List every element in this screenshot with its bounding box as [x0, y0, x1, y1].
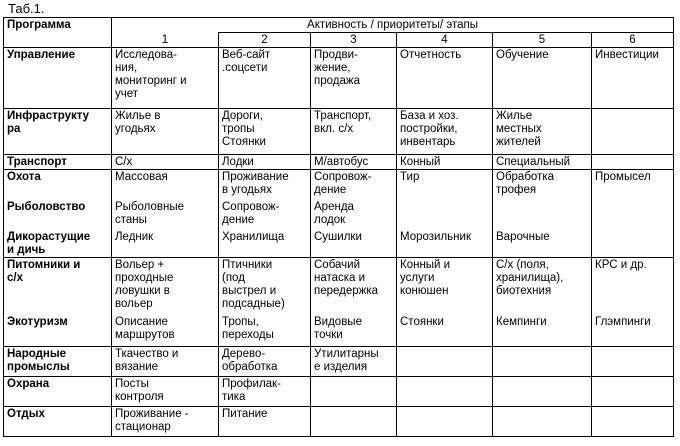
row-cell-stage-3	[311, 406, 397, 436]
row-cell-stage-3: Сопровож- дение	[311, 170, 397, 200]
row-cell-stage-1: Ледник	[112, 230, 219, 258]
row-cell-stage-5: Жилье местных жителей	[493, 109, 592, 155]
row-cell-stage-6	[592, 406, 674, 436]
row-program-name: Экотуризм	[4, 315, 112, 346]
row-cell-stage-1: Вольер + проходные ловушки в вольер	[112, 257, 219, 315]
row-cell-stage-6	[592, 155, 674, 170]
row-cell-stage-4	[397, 346, 493, 376]
row-cell-stage-1: Жилье в угодьях	[112, 109, 219, 155]
row-cell-stage-3: Продви- жение, продажа	[311, 48, 397, 109]
row-program-name: Питомники и с/х	[4, 257, 112, 315]
row-cell-stage-5: Варочные	[493, 230, 592, 258]
header-stage-6: 6	[592, 33, 674, 48]
activity-table	[3, 17, 674, 437]
header-activity: Активность / приоритеты/ этапы	[112, 18, 674, 33]
row-cell-stage-3: Транспорт, вкл. с/х	[311, 109, 397, 155]
row-cell-stage-6: Инвестиции	[592, 48, 674, 109]
table-row	[4, 406, 674, 436]
table-row	[4, 230, 674, 258]
row-cell-stage-3: Аренда лодок	[311, 200, 397, 230]
row-program-name: Рыболовство	[4, 200, 112, 230]
row-cell-stage-5	[493, 376, 592, 406]
row-cell-stage-6: Глэмпинги	[592, 315, 674, 346]
table-row	[4, 346, 674, 376]
table-row	[4, 170, 674, 200]
table-row	[4, 257, 674, 315]
row-cell-stage-4	[397, 376, 493, 406]
row-cell-stage-6	[592, 109, 674, 155]
row-cell-stage-5: Обработка трофея	[493, 170, 592, 200]
row-program-name: Народные промыслы	[4, 346, 112, 376]
row-cell-stage-4	[397, 406, 493, 436]
row-cell-stage-3: Видовые точки	[311, 315, 397, 346]
row-cell-stage-2: Лодки	[219, 155, 311, 170]
row-cell-stage-2: Профилак- тика	[219, 376, 311, 406]
row-cell-stage-3: Собачий натаска и передержка	[311, 257, 397, 315]
row-cell-stage-3: Сушилки	[311, 230, 397, 258]
row-cell-stage-4: Отчетность	[397, 48, 493, 109]
header-stage-4: 4	[397, 33, 493, 48]
row-cell-stage-5	[493, 406, 592, 436]
row-cell-stage-1: Описание маршрутов	[112, 315, 219, 346]
row-cell-stage-2: Сопровож- дение	[219, 200, 311, 230]
row-cell-stage-3: М/автобус	[311, 155, 397, 170]
header-stage-3: 3	[311, 33, 397, 48]
row-cell-stage-2: Тропы, переходы	[219, 315, 311, 346]
row-cell-stage-5: Специальный	[493, 155, 592, 170]
row-program-name: Охрана	[4, 376, 112, 406]
header-stage-1: 1	[112, 33, 219, 48]
row-cell-stage-1: Проживание - стационар	[112, 406, 219, 436]
row-program-name: Дикорастущие и дичь	[4, 230, 112, 258]
row-cell-stage-6	[592, 376, 674, 406]
row-cell-stage-1: Массовая	[112, 170, 219, 200]
row-cell-stage-5: С/х (поля, хранилища), биотехния	[493, 257, 592, 315]
row-program-name: Инфраструкту ра	[4, 109, 112, 155]
table-row	[4, 200, 674, 230]
row-cell-stage-1: Исследова- ния, мониторинг и учет	[112, 48, 219, 109]
table-row	[4, 155, 674, 170]
row-cell-stage-4: Конный	[397, 155, 493, 170]
header-stage-5: 5	[493, 33, 592, 48]
row-cell-stage-1: Рыболовные станы	[112, 200, 219, 230]
row-cell-stage-3	[311, 376, 397, 406]
row-cell-stage-6	[592, 200, 674, 230]
table-row	[4, 109, 674, 155]
row-cell-stage-1: С/х	[112, 155, 219, 170]
row-cell-stage-5	[493, 200, 592, 230]
row-program-name: Транспорт	[4, 155, 112, 170]
row-cell-stage-6: КРС и др.	[592, 257, 674, 315]
table-row	[4, 48, 674, 109]
table-body	[4, 48, 674, 437]
row-cell-stage-4: Морозильник	[397, 230, 493, 258]
table-row	[4, 315, 674, 346]
row-cell-stage-6	[592, 346, 674, 376]
row-cell-stage-2: Дороги, тропы Стоянки	[219, 109, 311, 155]
row-cell-stage-2: Проживание в угодьях	[219, 170, 311, 200]
row-cell-stage-2: Дерево- обработка	[219, 346, 311, 376]
row-cell-stage-2: Питание	[219, 406, 311, 436]
row-cell-stage-4: Тир	[397, 170, 493, 200]
row-cell-stage-4: База и хоз. постройки, инвентарь	[397, 109, 493, 155]
row-cell-stage-4: Конный и услуги конюшен	[397, 257, 493, 315]
row-cell-stage-6: Промысел	[592, 170, 674, 200]
header-program: Программа	[4, 18, 112, 48]
table-caption: Таб.1.	[8, 1, 45, 16]
row-cell-stage-4: Стоянки	[397, 315, 493, 346]
header-stage-2: 2	[219, 33, 311, 48]
row-cell-stage-4	[397, 200, 493, 230]
row-cell-stage-3: Утилитарны е изделия	[311, 346, 397, 376]
row-cell-stage-2: Хранилища	[219, 230, 311, 258]
row-cell-stage-5: Обучение	[493, 48, 592, 109]
row-program-name: Управление	[4, 48, 112, 109]
row-cell-stage-2: Птичники (под выстрел и подсадные)	[219, 257, 311, 315]
row-cell-stage-5: Кемпинги	[493, 315, 592, 346]
table-row	[4, 376, 674, 406]
row-program-name: Охота	[4, 170, 112, 200]
row-cell-stage-1: Ткачество и вязание	[112, 346, 219, 376]
row-program-name: Отдых	[4, 406, 112, 436]
row-cell-stage-1: Посты контроля	[112, 376, 219, 406]
row-cell-stage-5	[493, 346, 592, 376]
row-cell-stage-6	[592, 230, 674, 258]
row-cell-stage-2: Веб-сайт .соцсети	[219, 48, 311, 109]
